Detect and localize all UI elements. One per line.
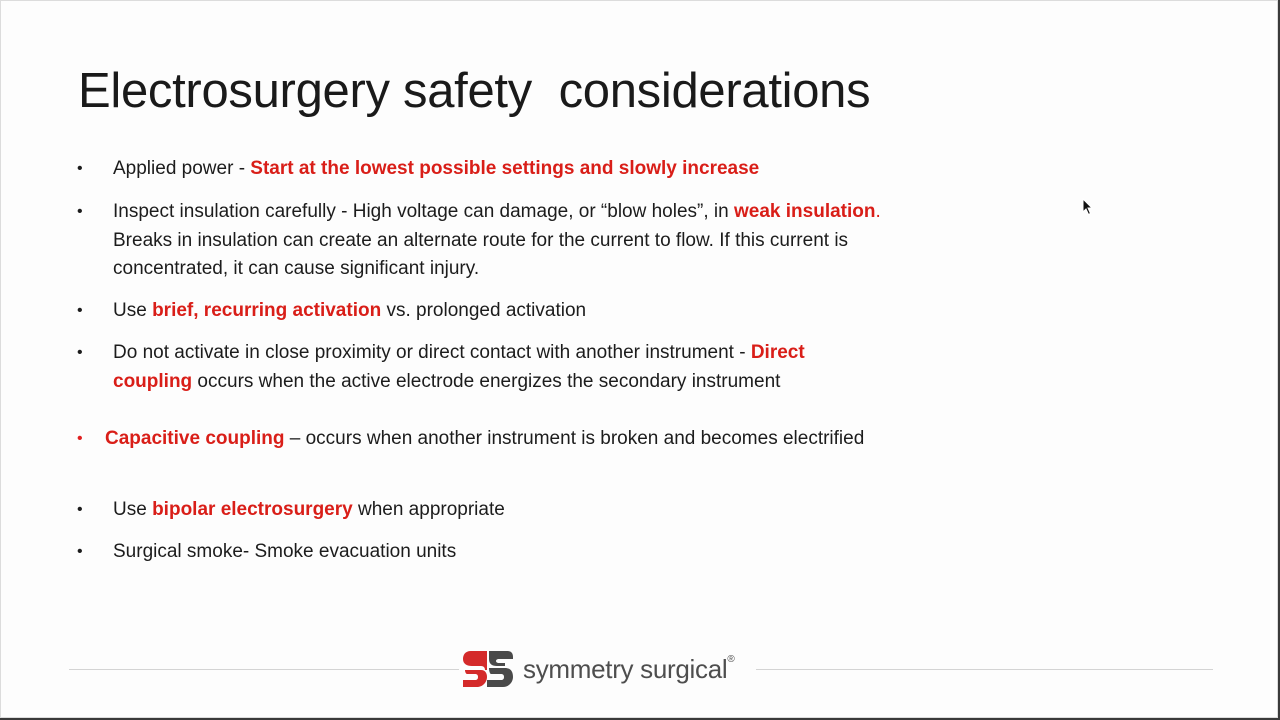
bullet-dot: • — [77, 160, 83, 177]
body-text: Do not activate in close proximity or direct contact with another instrument - — [113, 342, 751, 363]
bullet-dot: • — [77, 543, 83, 560]
symmetry-surgical-logo-mark-icon — [461, 647, 515, 691]
registered-mark: ® — [727, 653, 735, 665]
body-text: Use — [113, 499, 153, 520]
bullet-activation — [77, 297, 887, 326]
bullet-bipolar — [77, 496, 887, 525]
body-text: occurs when the active electrode energizes the secondary instrument — [192, 370, 781, 392]
bullet-dot: • — [77, 302, 83, 319]
highlight-text: brief, recurring activation — [152, 300, 382, 321]
body-text: Surgical smoke- Smoke evacuation units — [113, 541, 457, 562]
highlight-text: bipolar electrosurgery — [152, 499, 353, 520]
body-text: when appropriate — [352, 499, 505, 520]
bullet-direct-coupling — [77, 339, 887, 396]
logo-text: symmetry surgical® — [523, 653, 735, 684]
bullet-text — [113, 339, 887, 396]
mouse-pointer-icon — [1082, 198, 1094, 216]
body-text: Use — [113, 300, 153, 321]
highlight-text: Capacitive coupling — [105, 428, 285, 449]
bullet-text — [113, 538, 887, 567]
bullet-dot: • — [77, 203, 83, 220]
bullet-applied-power — [77, 155, 887, 184]
bullet-text — [113, 297, 887, 326]
bullet-text — [105, 425, 887, 454]
body-text: vs. prolonged activation — [381, 300, 587, 321]
body-text: Inspect insulation carefully - High voltage can damage, or “blow holes”, in — [113, 201, 734, 222]
bullet-dot: • — [77, 501, 83, 518]
bullet-dot: • — [77, 344, 83, 361]
bullet-text — [113, 155, 887, 184]
highlight-punct: . — [875, 201, 881, 222]
bullet-text — [113, 496, 887, 525]
body-text: Applied power - — [113, 158, 251, 179]
bullet-text — [113, 198, 887, 284]
highlight-text: Direct coupling — [113, 342, 805, 392]
body-text: – occurs when another instrument is broken and becomes electrified — [284, 428, 865, 449]
highlight-text: weak insulation — [734, 201, 876, 222]
slide-title: Electrosurgery safety considerations — [78, 64, 871, 118]
bullet-capacitive-coupling — [77, 425, 887, 454]
footer-divider-right — [756, 669, 1213, 670]
body-text: Breaks in insulation can create an alternate route for the current to flow. If this current is concentrated, it can cause significant injury. — [113, 229, 849, 279]
highlight-text: Start at the lowest possible settings and slowly increase — [250, 158, 760, 179]
footer-divider-left — [69, 669, 459, 670]
bullet-insulation — [77, 198, 887, 284]
bullet-dot: • — [77, 430, 83, 447]
bullet-surgical-smoke — [77, 538, 887, 567]
symmetry-surgical-logo — [461, 647, 734, 691]
